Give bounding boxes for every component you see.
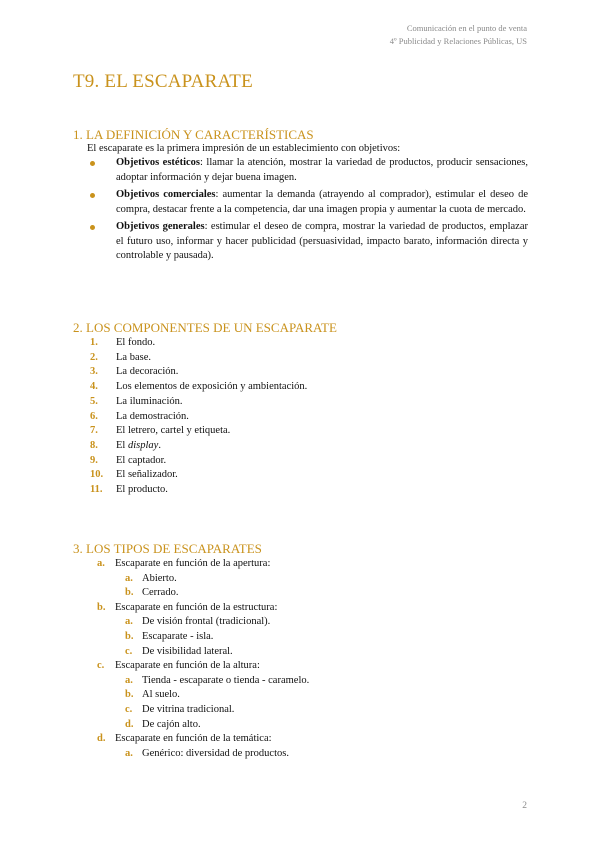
list-number: 5. [90, 395, 98, 407]
sub-list-text: Escaparate - isla. [142, 630, 214, 642]
sub-list-letter: a. [125, 674, 133, 686]
sub-list-item [125, 586, 309, 601]
list-letter: c. [97, 660, 105, 672]
sub-list-item [125, 572, 309, 587]
list-item [90, 454, 307, 469]
section-3-heading: 3. LOS TIPOS DE ESCAPARATES [73, 541, 262, 556]
sub-list-text: Abierto. [142, 572, 177, 584]
sub-list-letter: b. [125, 689, 134, 701]
list-number: 8. [90, 439, 98, 451]
bullet-term: Objetivos estéticos [116, 157, 200, 168]
sub-list [97, 674, 309, 732]
bullet-text: : aumentar la demanda (atrayendo al comprador), estimular el deseo de compra, destacar frente a la competencia, dar una imagen propia y aumentar la cuota de mercado. [116, 189, 528, 215]
list-number: 2. [90, 351, 98, 363]
sub-list-text: De cajón alto. [142, 718, 201, 730]
sub-list-letter: a. [125, 747, 133, 759]
sub-list-text: Tienda - escaparate o tienda - caramelo. [142, 674, 310, 686]
sub-list-letter: d. [125, 718, 134, 730]
list-item [90, 483, 307, 498]
list-text: El fondo. [116, 337, 156, 348]
list-number: 6. [90, 410, 98, 422]
sub-list [97, 572, 309, 601]
sub-list-text: De visión frontal (tradicional). [142, 616, 271, 628]
page-title: T9. EL ESCAPARATE [73, 71, 253, 92]
sub-list-item [125, 630, 309, 645]
list-text: El [116, 439, 128, 451]
sub-list-letter: b. [125, 630, 134, 642]
sub-list-item [125, 718, 309, 733]
list-item [90, 336, 307, 351]
list-text: La iluminación. [116, 395, 183, 407]
list-text: Escaparate en función de la estructura: [115, 601, 278, 613]
list-item [88, 220, 528, 264]
list-item [97, 557, 309, 601]
sub-list [97, 747, 309, 762]
list-item [97, 659, 309, 732]
section-2-heading: 2. LOS COMPONENTES DE UN ESCAPARATE [73, 320, 337, 335]
list-text: Los elementos de exposición y ambientación. [116, 381, 308, 393]
list-item [90, 395, 307, 410]
sub-list-letter: c. [125, 703, 133, 715]
sub-list-text: De visibilidad lateral. [142, 645, 233, 657]
list-item [90, 439, 307, 454]
bullet-term: Objetivos comerciales [116, 189, 216, 200]
list-letter: d. [97, 733, 106, 745]
page-number: 2 [522, 801, 527, 811]
list-text: Escaparate en función de la altura: [115, 660, 260, 672]
list-item [90, 365, 307, 380]
sub-list-text: Genérico: diversidad de productos. [142, 747, 289, 759]
list-text: El señalizador. [116, 469, 178, 481]
list-item [90, 468, 307, 483]
list-number: 4. [90, 381, 98, 393]
list-letter: b. [97, 601, 106, 613]
list-text: La base. [116, 351, 151, 363]
list-text-emphasis: display [127, 439, 159, 451]
list-text: El letrero, cartel y etiqueta. [116, 425, 231, 437]
list-text: El producto. [116, 484, 168, 496]
list-letter: a. [97, 558, 105, 569]
list-item [97, 732, 309, 761]
list-item [88, 156, 528, 185]
section-1-heading: 1. LA DEFINICIÓN Y CARACTERÍSTICAS [73, 127, 314, 142]
sub-list-item [125, 615, 309, 630]
list-item [90, 410, 307, 425]
bullet-term: Objetivos generales [116, 221, 205, 232]
sub-list-letter: b. [125, 587, 134, 599]
list-number: 3. [90, 366, 98, 378]
bullet-text: : estimular el deseo de compra, mostrar la variedad de productos, emplazar el futuro uso, informar y hacer publicidad (persuasividad, impacto barato, información directa y controlable y pausada). [116, 221, 528, 261]
list-text: El captador. [116, 454, 167, 466]
sub-list-item [125, 645, 309, 660]
list-text: Escaparate en función de la apertura: [115, 558, 271, 569]
sub-list-letter: a. [125, 616, 133, 628]
page-header [390, 22, 527, 48]
list-number: 1. [90, 337, 98, 348]
list-number: 11. [90, 484, 103, 496]
list-number: 10. [90, 469, 104, 481]
header-program: 4º Publicidad y Relaciones Públicas, US [389, 36, 527, 46]
list-item [88, 188, 528, 217]
sub-list-item [125, 747, 309, 762]
list-item [90, 351, 307, 366]
list-text: La decoración. [116, 366, 179, 378]
sub-list-letter: c. [125, 645, 133, 657]
list-item [97, 601, 309, 659]
sub-list-letter: a. [125, 572, 133, 584]
list-number: 7. [90, 425, 98, 437]
list-item [90, 424, 307, 439]
header-course: Comunicación en el punto de venta [406, 23, 527, 33]
section-1-intro: El escaparate es la primera impresión de un establecimiento con objetivos: [87, 143, 401, 154]
list-text: La demostración. [116, 410, 189, 422]
sub-list [97, 615, 309, 659]
components-list [90, 336, 307, 498]
sub-list-text: De vitrina tradicional. [142, 703, 235, 715]
sub-list-text: Al suelo. [142, 689, 180, 701]
objectives-list [88, 156, 528, 267]
list-item [90, 380, 307, 395]
list-text: . [158, 439, 161, 451]
sub-list-text: Cerrado. [142, 587, 179, 599]
bullet-text: : llamar la atención, mostrar la variedad de productos, producir sensaciones, adoptar información y dejar buena imagen. [116, 157, 528, 183]
sub-list-item [125, 688, 309, 703]
sub-list-item [125, 703, 309, 718]
types-list [97, 557, 309, 761]
sub-list-item [125, 674, 309, 689]
list-number: 9. [90, 454, 98, 466]
list-text: Escaparate en función de la temática: [115, 733, 272, 745]
